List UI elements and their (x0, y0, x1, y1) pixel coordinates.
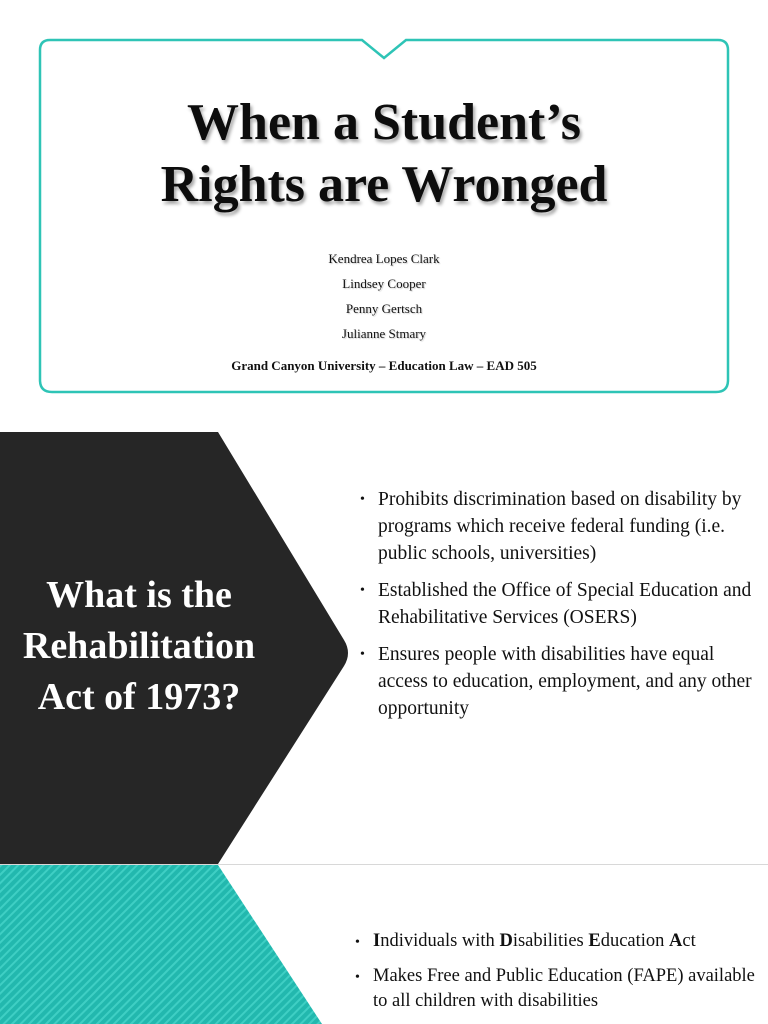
bullet-text: Makes Free and Public Education (FAPE) available to all children with disabilities (373, 966, 755, 1011)
bullet-text: Prohibits discrimination based on disability by programs which receive federal funding (i.e. public schools, universities) (378, 489, 742, 564)
idea-slide (0, 865, 768, 1024)
author-name: Julianne Stmary (341, 326, 427, 341)
bullet-text: Ensures people with disabilities have equal access to education, employment, and any other opportunity (378, 644, 752, 719)
rehabilitation-act-slide (0, 432, 768, 864)
bullet-item (360, 577, 760, 631)
author-list (184, 246, 584, 346)
author-name: Lindsey Cooper (342, 276, 426, 291)
heading-line-3: Act of 1973? (37, 676, 241, 718)
title-line-2: Rights are Wronged (160, 156, 608, 213)
bullet-item (355, 964, 755, 1014)
author-name: Kendrea Lopes Clark (328, 251, 440, 266)
bullet-dot-icon: • (360, 583, 365, 598)
teal-chevron-shape (0, 865, 322, 1024)
course-affiliation: Grand Canyon University – Education Law – EAD 505 (231, 358, 537, 373)
slide-title (60, 92, 708, 216)
author-name: Penny Gertsch (345, 301, 423, 316)
title-slide (0, 0, 768, 432)
slide-heading (8, 570, 270, 723)
heading-line-2: Rehabilitation (22, 625, 256, 667)
bullet-dot-icon: • (355, 935, 360, 950)
bullet-text: Individuals with Disabilities Education Act (373, 931, 696, 951)
bullet-list (360, 486, 760, 732)
bullet-text: Established the Office of Special Education and Rehabilitative Services (OSERS) (378, 580, 752, 628)
bullet-dot-icon: • (355, 970, 360, 985)
bullet-item (360, 486, 760, 567)
bullet-item (360, 641, 760, 722)
bullet-dot-icon: • (360, 647, 365, 662)
bullet-list (355, 929, 755, 1024)
bullet-dot-icon: • (360, 492, 365, 507)
bullet-item (355, 929, 755, 954)
title-line-1: When a Student’s (187, 94, 581, 151)
heading-line-1: What is the (46, 574, 232, 616)
